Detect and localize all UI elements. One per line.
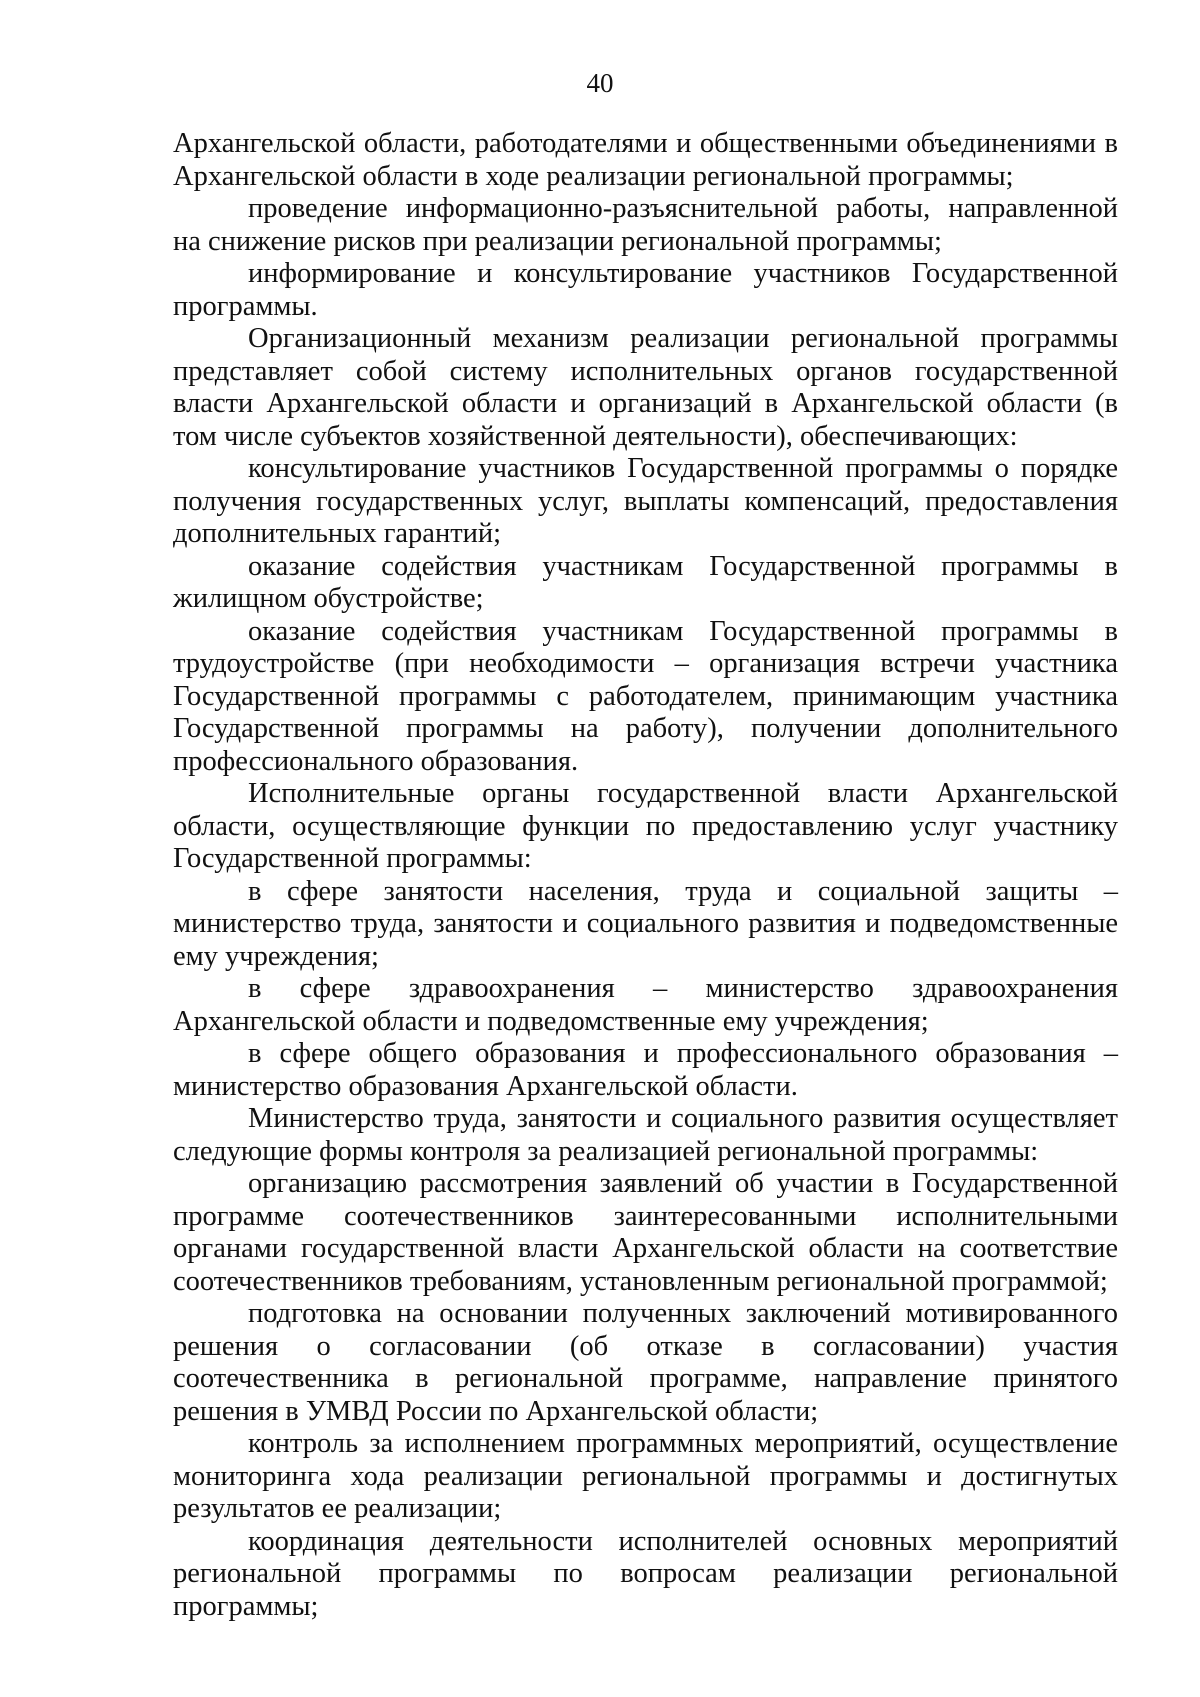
paragraph: контроль за исполнением программных мероприятий, осуществление мониторинга хода реализации региональной программы и достигнутых результатов ее реализации;	[173, 1428, 1118, 1524]
paragraph: информирование и консультирование участников Государственной программы.	[173, 258, 1118, 322]
paragraph: в сфере общего образования и профессионального образования – министерство образования Архангельской области.	[173, 1038, 1118, 1102]
paragraph: координация деятельности исполнителей основных мероприятий региональной программы по вопросам реализации региональной программы;	[173, 1525, 1118, 1622]
paragraph: организацию рассмотрения заявлений об участии в Государственной программе соотечественников заинтересованными исполнительными органами государственной власти Архангельской области на соответствие соотечественников требованиям, установленным региональной программой;	[173, 1168, 1118, 1297]
paragraph: Организационный механизм реализации региональной программы представляет собой систему исполнительных органов государственной власти Архангельской области и организаций в Архангельской области (в том числе субъектов хозяйственной деятельности), обеспечивающих:	[173, 323, 1118, 452]
paragraph: Министерство труда, занятости и социального развития осуществляет следующие формы контроля за реализацией региональной программы:	[173, 1103, 1118, 1167]
paragraph: в сфере занятости населения, труда и социальной защиты – министерство труда, занятости и социального развития и подведомственные ему учреждения;	[173, 875, 1118, 972]
paragraph: подготовка на основании полученных заключений мотивированного решения о согласовании (об отказе в согласовании) участия соотечественника в региональной программе, направление принятого решения в УМВД России по Архангельской области;	[173, 1298, 1118, 1427]
paragraph: консультирование участников Государственной программы о порядке получения государственных услуг, выплаты компенсаций, предоставления дополнительных гарантий;	[173, 453, 1118, 549]
paragraph: проведение информационно-разъяснительной работы, направленной на снижение рисков при реализации региональной программы;	[173, 193, 1118, 257]
paragraph: оказание содействия участникам Государственной программы в жилищном обустройстве;	[173, 550, 1118, 614]
paragraph: Исполнительные органы государственной власти Архангельской области, осуществляющие функции по предоставлению услуг участнику Государственной программы:	[173, 778, 1118, 874]
document-body	[173, 128, 1118, 1623]
page-number: 40	[586, 68, 614, 98]
paragraph: оказание содействия участникам Государственной программы в трудоустройстве (при необходимости – организация встречи участника Государственной программы с работодателем, принимающим участника Государственной программы на работу), получении дополнительного профессионального образования.	[173, 615, 1118, 777]
paragraph: Архангельской области, работодателями и общественными объединениями в Архангельской области в ходе реализации региональной программы;	[173, 128, 1118, 192]
paragraph: в сфере здравоохранения – министерство здравоохранения Архангельской области и подведомственные ему учреждения;	[173, 973, 1118, 1037]
